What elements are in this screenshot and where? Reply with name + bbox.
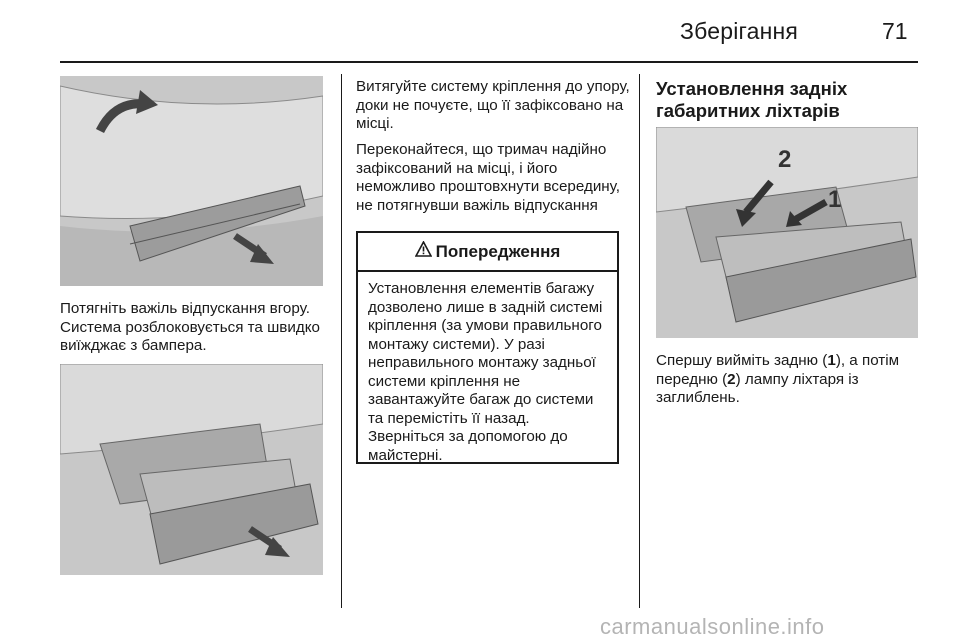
figure-rear-lights (656, 127, 918, 338)
warning-triangle-icon (415, 241, 432, 262)
column-divider-2 (639, 74, 640, 608)
header-divider (60, 61, 918, 63)
text-run: ), а потім передню ( (656, 352, 900, 388)
callout-2: 2 (778, 146, 792, 173)
text-run: ) лампу ліхтаря із заглиблень. (656, 370, 859, 406)
caption-release-lever: Потягніть важіль відпускання вгору. Система розблоковується та швидко виїжджає з бампера. (60, 300, 320, 354)
paragraph-remove-lamps (656, 352, 921, 408)
figure-release-lever (60, 76, 323, 286)
ref-2: 2 (727, 370, 736, 388)
text-run: Спершу вийміть задню ( (656, 352, 828, 369)
page-number: 71 (882, 18, 908, 44)
paragraph-pull-out: Витягуйте систему кріплення до упору, доки не почуєте, що її зафіксовано на місці. (356, 78, 630, 132)
figure-carrier-extended (60, 364, 323, 575)
warning-header (358, 233, 617, 272)
warning-box (356, 231, 619, 464)
paragraph-verify-holder: Переконайтеся, що тримач надійно зафіксований на місці, і його неможливо проштовхнути всередину, не потягнувши важіль відпускання (356, 141, 620, 214)
page-header-title: Зберігання (680, 18, 799, 44)
callout-1: 1 (828, 186, 842, 213)
ref-1: 1 (827, 352, 836, 369)
section-heading-rear-lights: Установлення задніх габаритних ліхтарів (656, 78, 848, 121)
watermark: carmanualsonline.info (600, 614, 825, 639)
warning-title: Попередження (435, 241, 561, 261)
column-divider-1 (341, 74, 342, 608)
warning-text: Установлення елементів багажу дозволено лише в задній системі кріплення (за умови правильного монтажу системи). У разі неправильного монтажу задньої системи кріплення не завантажуйте багаж до системи та перемістіть її назад. Зверніться за допомогою до майстерні. (368, 280, 603, 464)
